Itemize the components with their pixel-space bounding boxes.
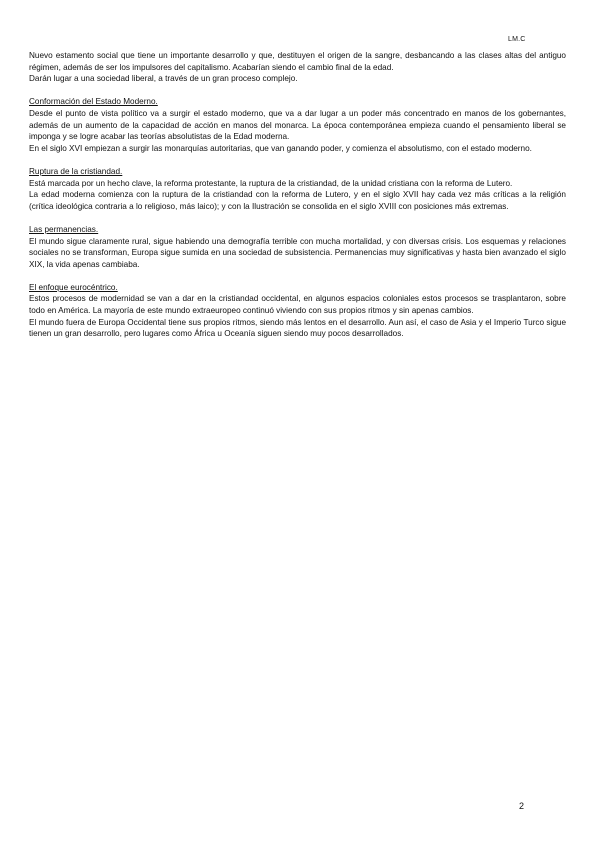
page-number: 2 (519, 801, 525, 811)
section-heading: Conformación del Estado Moderno. (29, 97, 158, 107)
body-paragraph: Nuevo estamento social que tiene un importante desarrollo y que, destituyen el origen de la sangre, desbancando a las clases altas del antiguo régimen, además de ser los impulsores del capitalismo. Acabarían siendo el cambio final de la edad. (29, 51, 566, 72)
body-paragraph: En el siglo XVI empiezan a surgir las monarquías autoritarias, que van ganando poder, y comienza el absolutismo, con el estado moderno. (29, 143, 532, 153)
header-initials: LM.C (508, 36, 526, 43)
section-permanencias (29, 224, 566, 270)
intro-block (29, 50, 566, 85)
section-estado-moderno (29, 96, 566, 154)
body-paragraph: La edad moderna comienza con la ruptura de la cristiandad con la reforma de Lutero, y en el siglo XVII hay cada vez más críticas a la religión (crítica ideológica contraria a lo religioso, más laico); y con la Ilustración se consolida en el siglo XVIII con posiciones más extremas. (29, 190, 566, 211)
section-heading: El enfoque eurocéntrico. (29, 282, 118, 292)
section-heading: Las permanencias. (29, 224, 99, 234)
section-enfoque-eurocentrico (29, 282, 566, 340)
body-paragraph: El mundo sigue claramente rural, sigue habiendo una demografía terrible con mucha mortalidad, y con diversas crisis. Los esquemas y relaciones sociales no se transforman, Europa sigue sumida en una sociedad de subsistencia. Permanencias muy significativas y hasta bien avanzado el siglo XIX, la vida apenas cambiaba. (29, 236, 566, 269)
body-paragraph: Estos procesos de modernidad se van a dar en la cristiandad occidental, en algunos espacios coloniales estos procesos se trasplantaron, sobre todo en América. La mayoría de este mundo extraeuropeo continuó viviendo con sus propios ritmos y sin apenas cambios. (29, 294, 566, 316)
body-paragraph: Está marcada por un hecho clave, la reforma protestante, la ruptura de la cristiandad, de la unidad cristiana con la reforma de Lutero. (29, 178, 513, 188)
document-body (29, 50, 566, 340)
section-ruptura-cristiandad (29, 166, 566, 212)
body-paragraph: Desde el punto de vista político va a surgir el estado moderno, que va a dar lugar a un poder más concentrado en manos de los gobernantes, además de un aumento de la capacidad de acción en manos del monarca. La época contemporánea empieza cuando el pensamiento liberal se imponga y se logre acabar las teorías absolutistas de la Edad moderna. (29, 108, 566, 142)
section-heading: Ruptura de la cristiandad. (29, 166, 123, 176)
body-paragraph: Darán lugar a una sociedad liberal, a través de un gran proceso complejo. (29, 74, 298, 84)
body-paragraph: El mundo fuera de Europa Occidental tiene sus propios ritmos, siendo más lentos en el desarrollo. Aun así, el caso de Asia y el Imperio Turco sigue tienen un gran desarrollo, pero lugares como África u Oceanía siguen siendo muy pocos desarrollados. (29, 317, 566, 339)
